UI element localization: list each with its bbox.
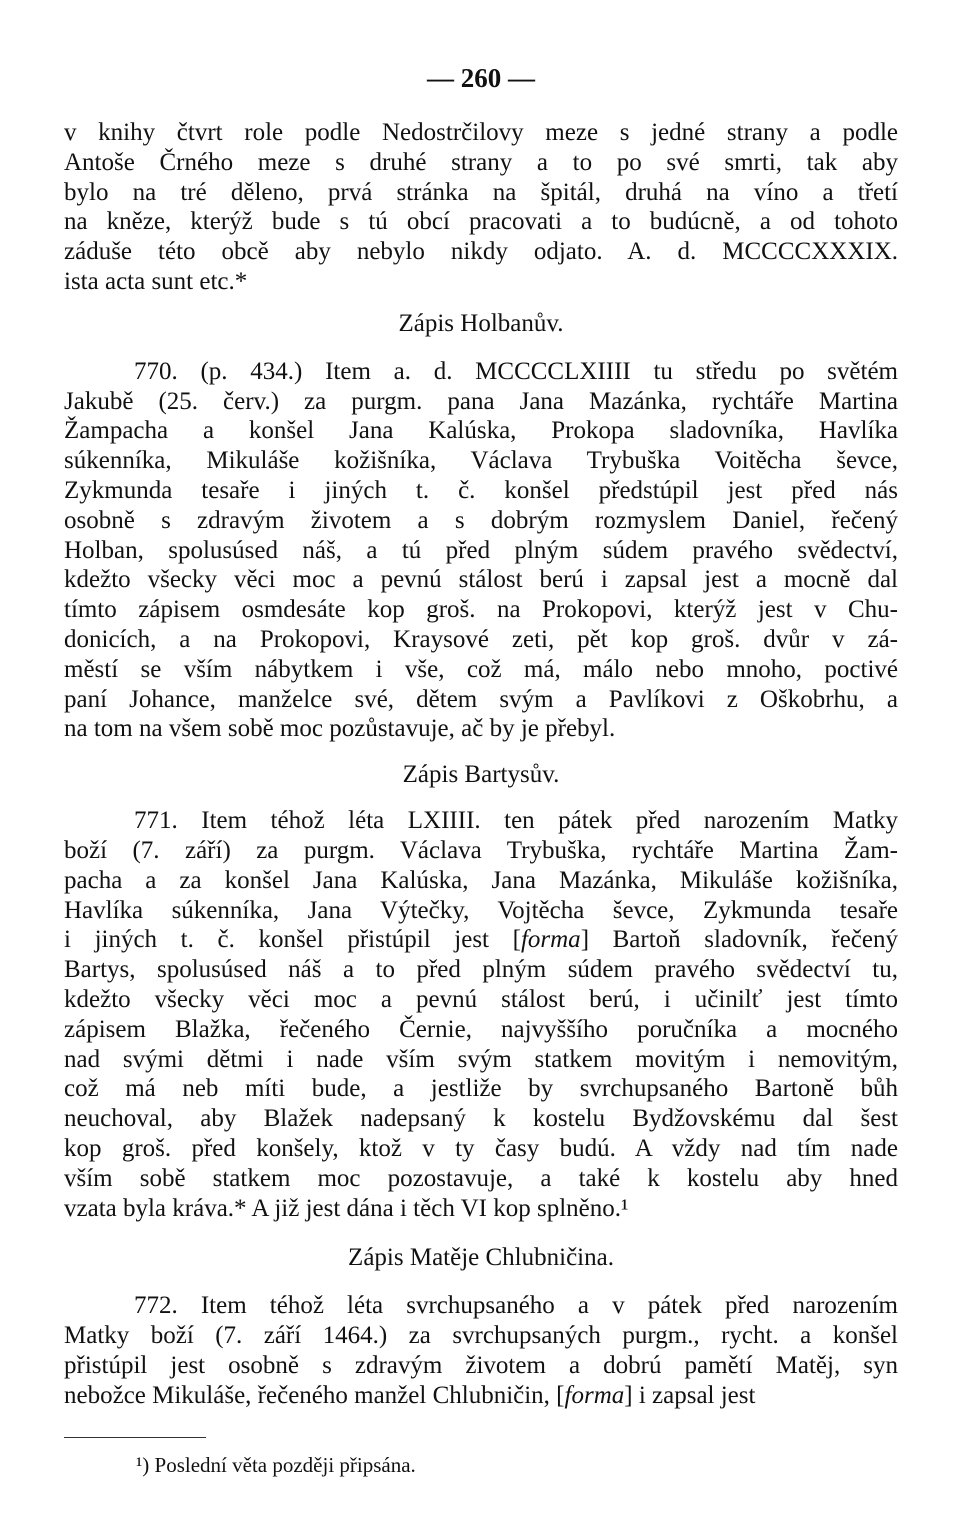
paragraph-771 (64, 806, 898, 1223)
footnote-divider (64, 1437, 206, 1438)
footnote: ¹) Poslední věta později připsána. (136, 1453, 416, 1477)
text-line: súkenníka, Mikuláše kožišníka, Václava Trybuška Voitěcha ševce, (64, 447, 898, 475)
text-line: ista acta sunt etc.* (64, 267, 248, 295)
text-line: nad svými dětmi i nade vším svým statkem movitým i nemovitým, (64, 1045, 898, 1073)
text-line: paní Johance, manželce své, dětem svým a Pavlíkovi z Oškobrhu, a (64, 685, 898, 713)
text-line: Matky boží (7. září 1464.) za svrchupsaných purgm., rycht. a konšel (64, 1322, 898, 1350)
heading-zapis-holbanuv: Zápis Holbanův. (398, 309, 564, 337)
text-line: 770. (p. 434.) Item a. d. MCCCCLXIIII tu středu po světém (134, 357, 898, 385)
text-line: kdežto všecky věci moc a pevnú stálost berú, i učinilť jest tímto (64, 985, 898, 1013)
text-line: tímto zápisem osmdesáte kop groš. na Prokopovi, kterýž jest v Chu- (64, 596, 898, 624)
text-line: vším sobě statkem moc pozostavuje, a také k kostelu aby hned (64, 1164, 898, 1192)
text-line: vzata byla kráva.* A již jest dána i těch VI kop splněno.¹ (64, 1194, 629, 1222)
text-line: boží (7. září) za purgm. Václava Trybuška, rychtáře Martina Žam- (64, 836, 898, 864)
paragraph-772 (64, 1291, 898, 1410)
text-line: což má neb míti bude, a jestliže by svrchupsaného Bartoně bůh (64, 1075, 898, 1103)
text-line: nebožce Mikuláše, řečeného manžel Chlubničin, [forma] i zapsal jest (64, 1381, 756, 1409)
text-line: 772. Item téhož léta svrchupsaného a v pátek před narozením (134, 1292, 898, 1320)
text-line: bylo na tré děleno, prvá stránka na špitál, druhá na víno a třetí (64, 178, 898, 206)
text-line: Havlíka súkenníka, Jana Výtečky, Vojtěcha ševce, Zykmunda tesaře (64, 896, 898, 924)
text-line: donicích, a na Prokopovi, Kraysové zeti, pět kop groš. dvůr v zá- (64, 625, 898, 653)
paragraph-770 (64, 357, 898, 744)
page-number: — 260 — (427, 63, 535, 93)
text-line: kdežto všecky věci moc a pevnú stálost berú i zapsal jest a mocně dal (64, 566, 898, 594)
text-line: Holban, spolusúsed náš, a tú před plným súdem pravého svědectví, (64, 536, 898, 564)
paragraph-1 (64, 118, 898, 297)
text-line: přistúpil jest osobně s zdravým životem a dobrú pamětí Matěj, syn (64, 1351, 898, 1379)
text-line: Žampacha a konšel Jana Kalúska, Prokopa sladovníka, Havlíka (64, 417, 898, 445)
text-line: kop groš. před konšely, ktož v ty časy budú. A vždy nad tím nade (64, 1134, 898, 1162)
text-line: neuchoval, aby Blažek nadepsaný k kostelu Bydžovskému dal šest (64, 1105, 898, 1133)
heading-zapis-bartysuv: Zápis Bartysův. (402, 761, 560, 789)
text-line: 771. Item téhož léta LXIIII. ten pátek před narozením Matky (134, 807, 898, 835)
text-line: městí se vším nábytkem i vše, což má, málo nebo mnoho, poctivé (64, 655, 898, 683)
text-line: Zykmunda tesaře i jiných t. č. konšel předstúpil jest před nás (64, 476, 898, 504)
text-line: Jakubě (25. červ.) za purgm. pana Jana Mazánka, rychtáře Martina (64, 387, 898, 415)
text-line: na kněze, kterýž bude s tú obcí pracovati a to budúcně, a od tohoto (64, 208, 898, 236)
text-line: osobně s zdravým životem a s dobrým rozmyslem Daniel, řečený (64, 506, 898, 534)
text-line: i jiných t. č. konšel přistúpil jest [forma] Bartoň sladovník, řečený (64, 926, 898, 954)
text-line: v knihy čtvrt role podle Nedostrčilovy meze s jedné strany a podle (64, 119, 898, 146)
text-line: zápisem Blažka, řečeného Černie, najvyššího poručníka a mocného (64, 1015, 898, 1043)
text-line: na tom na všem sobě moc pozůstavuje, ač by je přebyl. (64, 715, 616, 743)
text-line: Antoše Črného meze s druhé strany a to po své smrti, tak aby (64, 148, 898, 176)
book-page (64, 60, 898, 1410)
text-line: pacha a za konšel Jana Kalúska, Jana Mazánka, Mikuláše kožišníka, (64, 866, 898, 894)
text-line: záduše této obcě aby nebylo nikdy odjato. A. d. MCCCCXXXIX. (64, 238, 898, 266)
heading-zapis-mateje-chlubnicina: Zápis Matěje Chlubničina. (348, 1244, 614, 1272)
text-line: Bartys, spolusúsed náš a to před plným súdem pravého svědectví tu, (64, 956, 898, 984)
